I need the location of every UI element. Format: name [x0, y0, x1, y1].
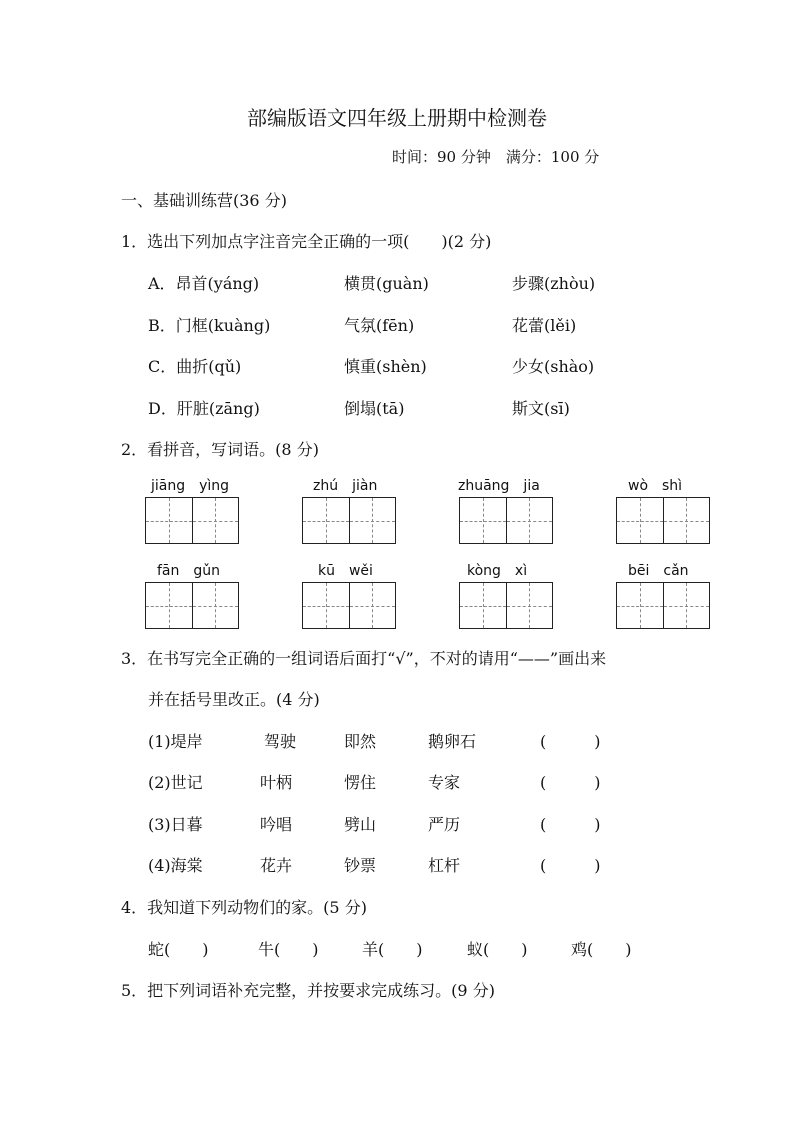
page-title: 部编版语文四年级上册期中检测卷 — [247, 106, 547, 130]
answer-blank[interactable]: ( ) — [540, 773, 601, 792]
answer-blank[interactable]: ( ) — [540, 856, 601, 875]
q4-item-snake[interactable]: 蛇( ) — [148, 940, 209, 959]
q3-row-3-word1: (3)日暮 — [148, 815, 203, 834]
writing-cell[interactable] — [460, 498, 507, 543]
exam-time-score: 时间：90 分钟 满分：100 分 — [392, 148, 600, 166]
q1-option-d: D．肝脏(zāng) — [148, 399, 260, 418]
writing-grid[interactable] — [302, 497, 396, 544]
q3-row-1-word2: 驾驶 — [264, 732, 297, 751]
q3-row-3-word4: 严历 — [428, 815, 461, 834]
writing-cell[interactable] — [664, 583, 710, 628]
pinyin-label: jiāng yìng — [151, 478, 230, 494]
answer-blank[interactable]: ( ) — [540, 732, 601, 751]
q1-option-a-word3: 步骤(zhòu) — [512, 274, 596, 293]
writing-cell[interactable] — [507, 498, 553, 543]
pinyin-label: kòng xì — [467, 563, 528, 579]
question-5-stem: 5．把下列词语补充完整，并按要求完成练习。(9 分) — [121, 981, 495, 1000]
q1-option-b-word3: 花蕾(lěi) — [512, 316, 577, 335]
q1-option-b-word2: 气氛(fēn) — [344, 316, 415, 335]
writing-cell[interactable] — [193, 583, 239, 628]
question-1-stem: 1．选出下列加点字注音完全正确的一项( )(2 分) — [121, 232, 492, 251]
q3-row-2-word2: 叶柄 — [260, 773, 293, 792]
q3-row-1-word4: 鹅卵石 — [428, 732, 477, 751]
q3-row-3-word3: 劈山 — [344, 815, 377, 834]
writing-cell[interactable] — [146, 583, 193, 628]
q1-option-d-word2: 倒塌(tā) — [344, 399, 405, 418]
writing-cell[interactable] — [303, 583, 350, 628]
q1-option-c-word3: 少女(shào) — [512, 357, 595, 376]
q3-row-4-word4: 杠杆 — [428, 856, 461, 875]
q1-option-a: A．昂首(yáng) — [148, 274, 260, 293]
q4-item-chicken[interactable]: 鸡( ) — [571, 940, 632, 959]
writing-grid[interactable] — [302, 582, 396, 629]
section-heading: 一、基础训练营(36 分) — [121, 191, 287, 210]
q1-option-d-word3: 斯文(sī) — [512, 399, 570, 418]
writing-cell[interactable] — [460, 583, 507, 628]
question-3-stem: 3．在书写完全正确的一组词语后面打“√”，不对的请用“——”画出来 — [121, 649, 607, 668]
writing-cell[interactable] — [350, 583, 396, 628]
q3-row-1-word3: 即然 — [344, 732, 377, 751]
writing-cell[interactable] — [146, 498, 193, 543]
q3-row-4-word3: 钞票 — [344, 856, 377, 875]
pinyin-label: bēi cǎn — [628, 563, 689, 579]
writing-cell[interactable] — [303, 498, 350, 543]
q1-option-a-word2: 横贯(guàn) — [344, 274, 429, 293]
q3-row-2-word3: 愣住 — [344, 773, 377, 792]
question-4-stem: 4．我知道下列动物们的家。(5 分) — [121, 898, 367, 917]
q3-row-4-word1: (4)海棠 — [148, 856, 203, 875]
q1-option-c: C．曲折(qǔ) — [148, 357, 242, 376]
q1-option-b: B．门框(kuàng) — [148, 316, 271, 335]
writing-cell[interactable] — [664, 498, 710, 543]
q4-item-sheep[interactable]: 羊( ) — [362, 940, 423, 959]
writing-cell[interactable] — [617, 498, 664, 543]
answer-blank[interactable]: ( ) — [540, 815, 601, 834]
q3-row-4-word2: 花卉 — [260, 856, 293, 875]
q4-item-ant[interactable]: 蚁( ) — [467, 940, 528, 959]
writing-grid[interactable] — [145, 497, 239, 544]
writing-cell[interactable] — [617, 583, 664, 628]
question-3-stem-cont: 并在括号里改正。(4 分) — [148, 690, 320, 709]
pinyin-label: kū wěi — [318, 563, 373, 579]
writing-grid[interactable] — [616, 582, 710, 629]
writing-grid[interactable] — [145, 582, 239, 629]
q3-row-3-word2: 吟唱 — [260, 815, 293, 834]
writing-cell[interactable] — [193, 498, 239, 543]
question-2-stem: 2．看拼音，写词语。(8 分) — [121, 440, 319, 459]
pinyin-label: zhú jiàn — [313, 478, 378, 494]
q3-row-1-word1: (1)堤岸 — [148, 732, 203, 751]
pinyin-label: zhuāng jia — [458, 478, 540, 494]
writing-grid[interactable] — [459, 582, 553, 629]
pinyin-label: fān gǔn — [157, 563, 221, 579]
pinyin-label: wò shì — [628, 478, 683, 494]
writing-cell[interactable] — [507, 583, 553, 628]
q4-item-cow[interactable]: 牛( ) — [258, 940, 319, 959]
writing-grid[interactable] — [459, 497, 553, 544]
q3-row-2-word1: (2)世记 — [148, 773, 203, 792]
writing-cell[interactable] — [350, 498, 396, 543]
q3-row-2-word4: 专家 — [428, 773, 461, 792]
writing-grid[interactable] — [616, 497, 710, 544]
q1-option-c-word2: 慎重(shèn) — [344, 357, 427, 376]
